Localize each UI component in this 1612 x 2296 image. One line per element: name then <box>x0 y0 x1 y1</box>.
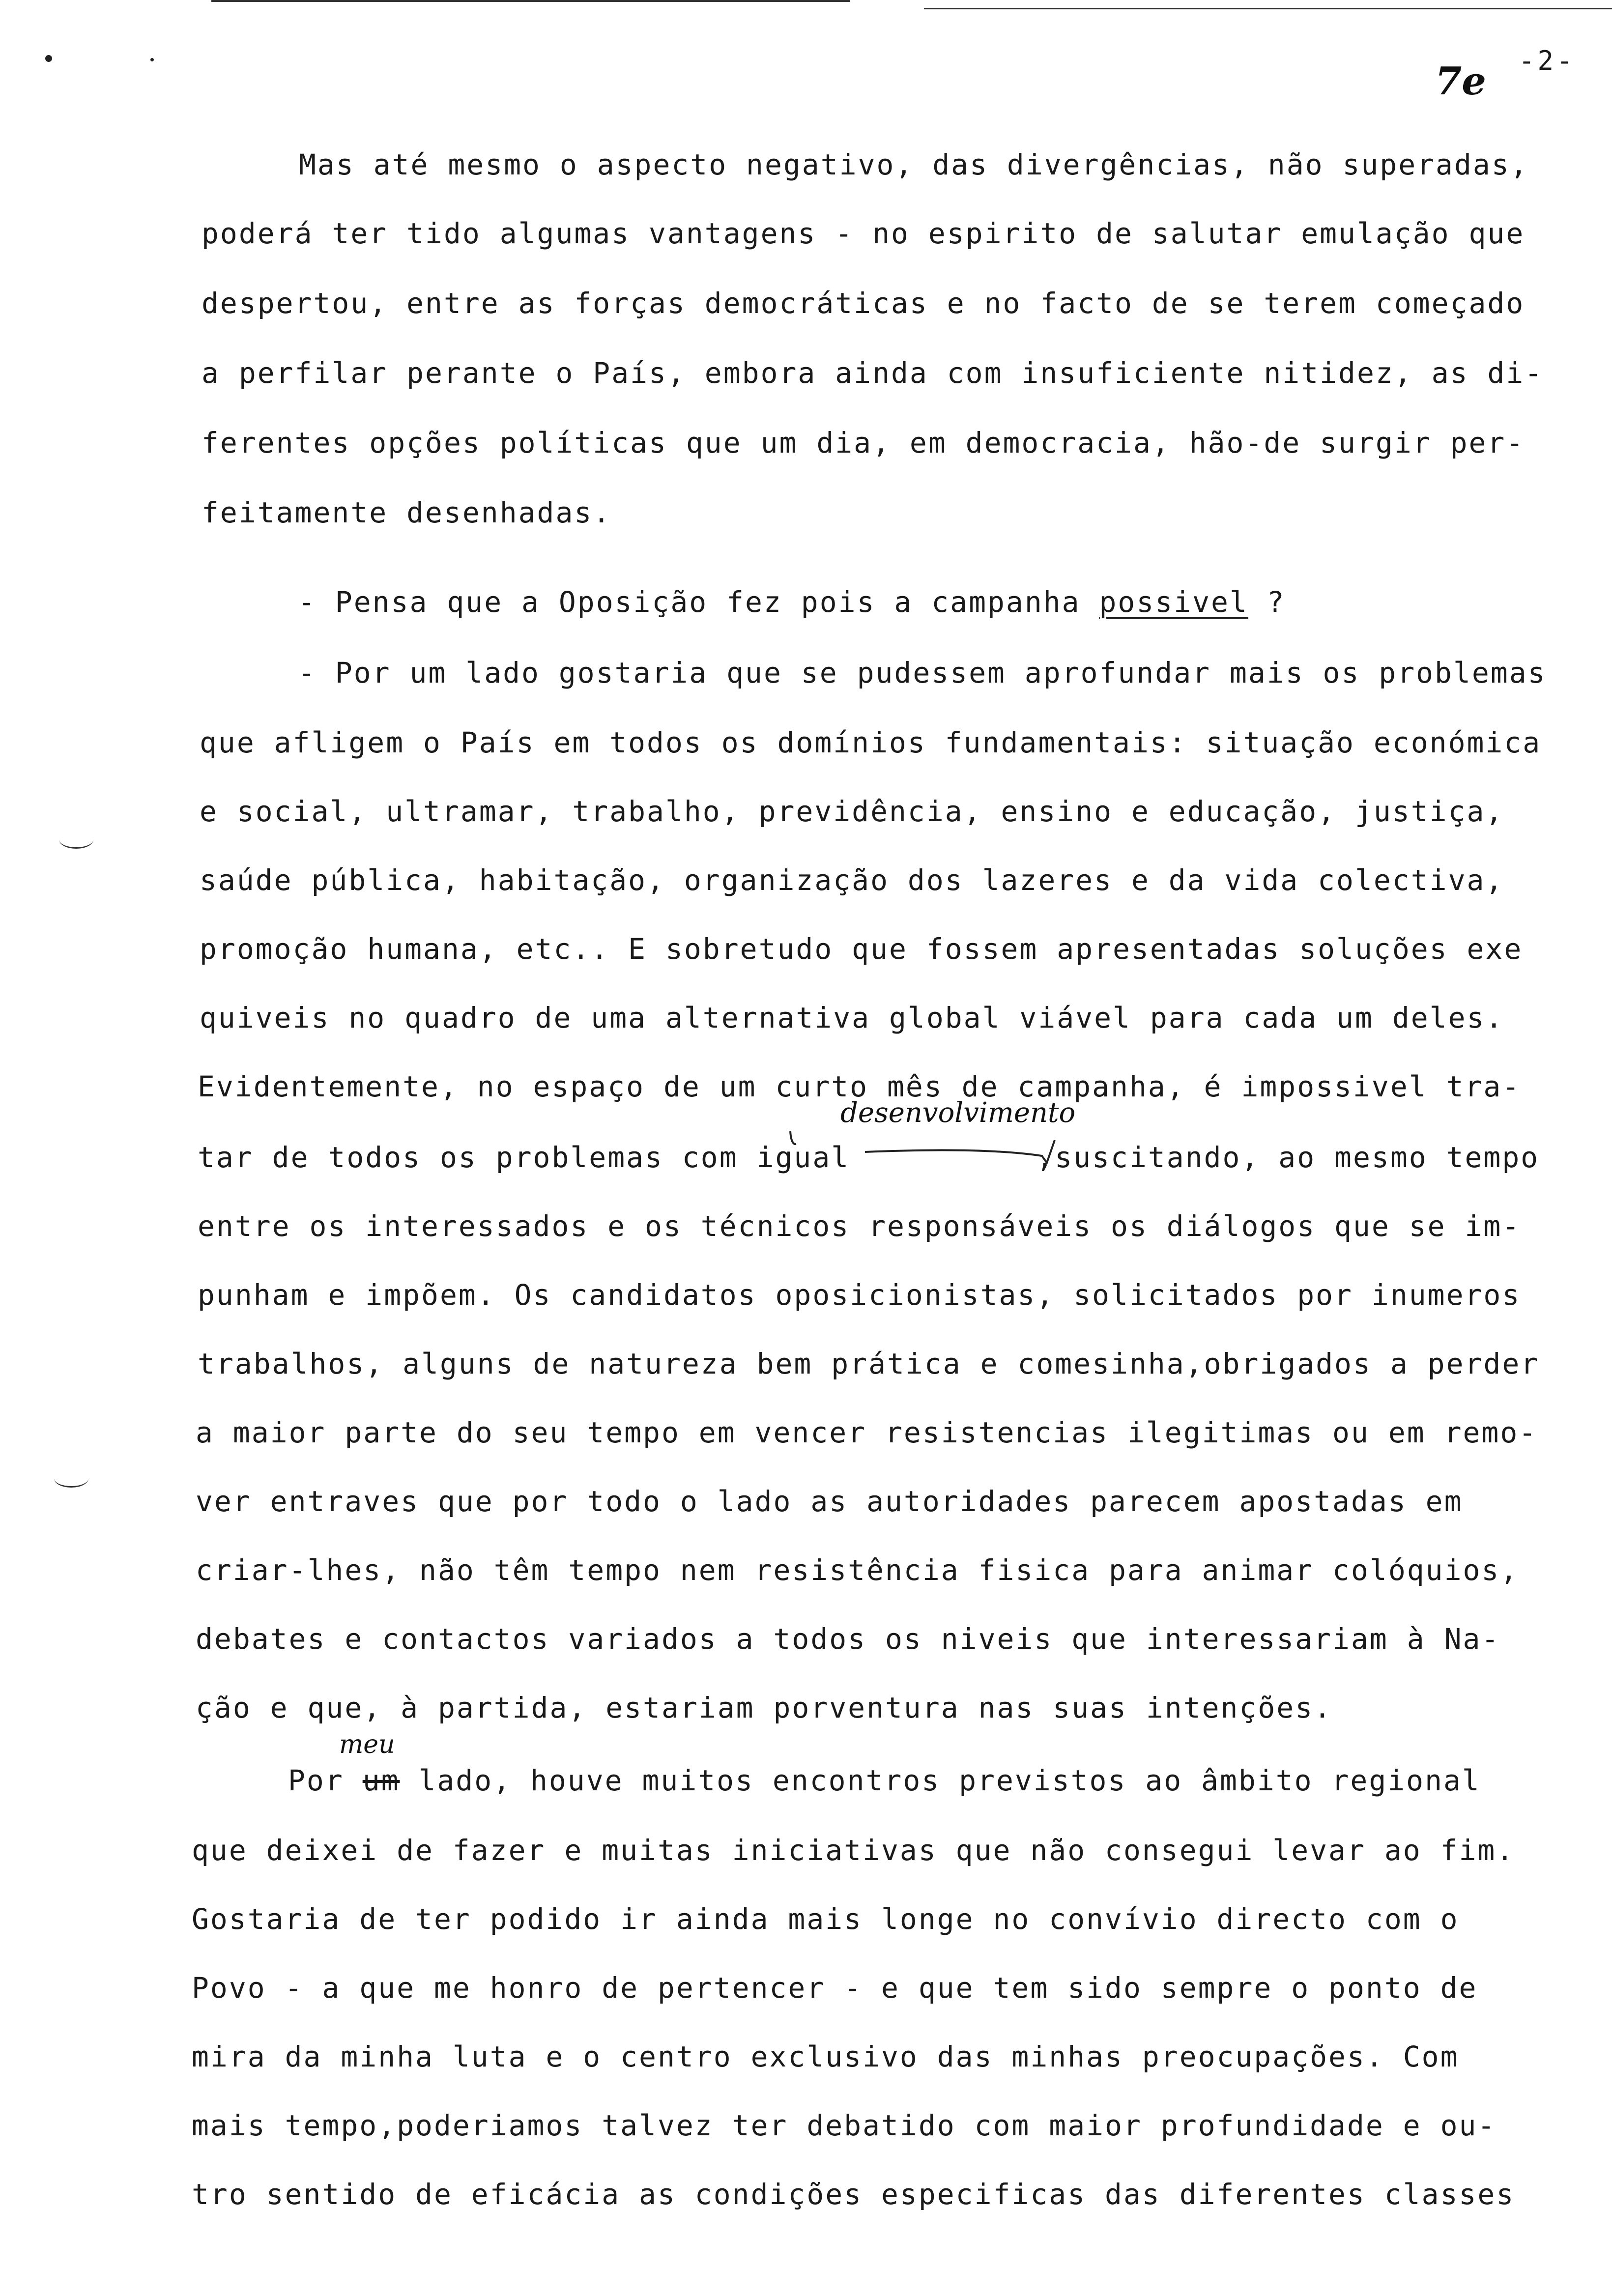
handwritten-page-mark: 7e <box>1435 59 1486 104</box>
struck-word: um <box>362 1764 400 1797</box>
text-line: Evidentemente, no espaço de um curto mês de campanha, é impossivel tra- <box>198 1070 1521 1103</box>
question-mark: ? <box>1248 585 1286 619</box>
text-line: que deixei de fazer e muitas iniciativas que não consegui levar ao fim. <box>192 1834 1515 1867</box>
margin-dot <box>150 58 154 61</box>
page-number: -2- <box>1519 45 1576 76</box>
text-segment: Por <box>288 1764 363 1797</box>
text-line: mais tempo,poderiamos talvez ter debatido com maior profundidade e ou- <box>192 2109 1497 2142</box>
text-line: ferentes opções políticas que um dia, em democracia, hão-de surgir per- <box>202 426 1525 459</box>
text-line: feitamente desenhadas. <box>202 496 612 529</box>
text-line: que afligem o País em todos os domínios fundamentais: situação económica <box>200 726 1542 759</box>
text-line: trabalhos, alguns de natureza bem prática e comesinha,obrigados a perder <box>198 1347 1540 1380</box>
text-line: entre os interessados e os técnicos responsáveis os diálogos que se im- <box>198 1209 1521 1243</box>
text-line: poderá ter tido algumas vantagens - no espirito de salutar emulação que <box>202 217 1525 250</box>
handwritten-insertion: meu <box>339 1730 395 1759</box>
top-rule-left <box>211 0 850 2</box>
text-line: a maior parte do seu tempo em vencer resistencias ilegitimas ou em remo- <box>196 1416 1538 1449</box>
text-line: tro sentido de eficácia as condições especificas das diferentes classes <box>192 2178 1515 2211</box>
text-line: e social, ultramar, trabalho, previdência, ensino e educação, justiça, <box>200 795 1504 828</box>
text-line: Povo - a que me honro de pertencer - e que tem sido sempre o ponto de <box>192 1971 1478 2005</box>
question-line <box>298 585 1286 619</box>
margin-mark <box>54 1469 88 1488</box>
text-line: tar de todos os problemas com igual ,suscitando, ao mesmo tempo <box>198 1141 1540 1174</box>
text-line: punham e impõem. Os candidatos oposicionistas, solicitados por inumeros <box>198 1278 1521 1312</box>
margin-dot <box>45 55 52 62</box>
text-segment: lado, houve muitos encontros previstos ao âmbito regional <box>400 1764 1481 1797</box>
text-line <box>288 1766 1481 1795</box>
margin-mark <box>59 831 93 849</box>
text-line: saúde pública, habitação, organização dos lazeres e da vida colectiva, <box>200 863 1504 897</box>
text-line: quiveis no quadro de uma alternativa global viável para cada um deles. <box>200 1001 1504 1034</box>
text-line: Mas até mesmo o aspecto negativo, das divergências, não superadas, <box>299 148 1529 181</box>
text-line: ção e que, à partida, estariam porventura nas suas intenções. <box>196 1691 1333 1724</box>
text-line: Gostaria de ter podido ir ainda mais longe no convívio directo com o <box>192 1902 1459 1936</box>
text-line: - Por um lado gostaria que se pudessem aprofundar mais os problemas <box>298 656 1547 689</box>
underlined-word: possivel <box>1099 585 1248 619</box>
top-rule-right <box>924 8 1612 9</box>
text-line: despertou, entre as forças democráticas e no facto de se terem começado <box>202 287 1525 320</box>
text-line: mira da minha luta e o centro exclusivo das minhas preocupações. Com <box>192 2040 1459 2073</box>
text-line: ver entraves que por todo o lado as autoridades parecem apostadas em <box>196 1485 1463 1518</box>
text-line: debates e contactos variados a todos os niveis que interessariam à Na- <box>196 1622 1500 1656</box>
text-line: promoção humana, etc.. E sobretudo que fossem apresentadas soluções exe <box>200 932 1523 966</box>
text-line: criar-lhes, não têm tempo nem resistência fisica para animar colóquios, <box>196 1553 1519 1587</box>
handwritten-insertion: desenvolvimento <box>840 1097 1076 1129</box>
question-text: - Pensa que a Oposição fez pois a campanha <box>298 585 1099 619</box>
text-line: a perfilar perante o País, embora ainda com insuficiente nitidez, as di- <box>202 356 1544 390</box>
